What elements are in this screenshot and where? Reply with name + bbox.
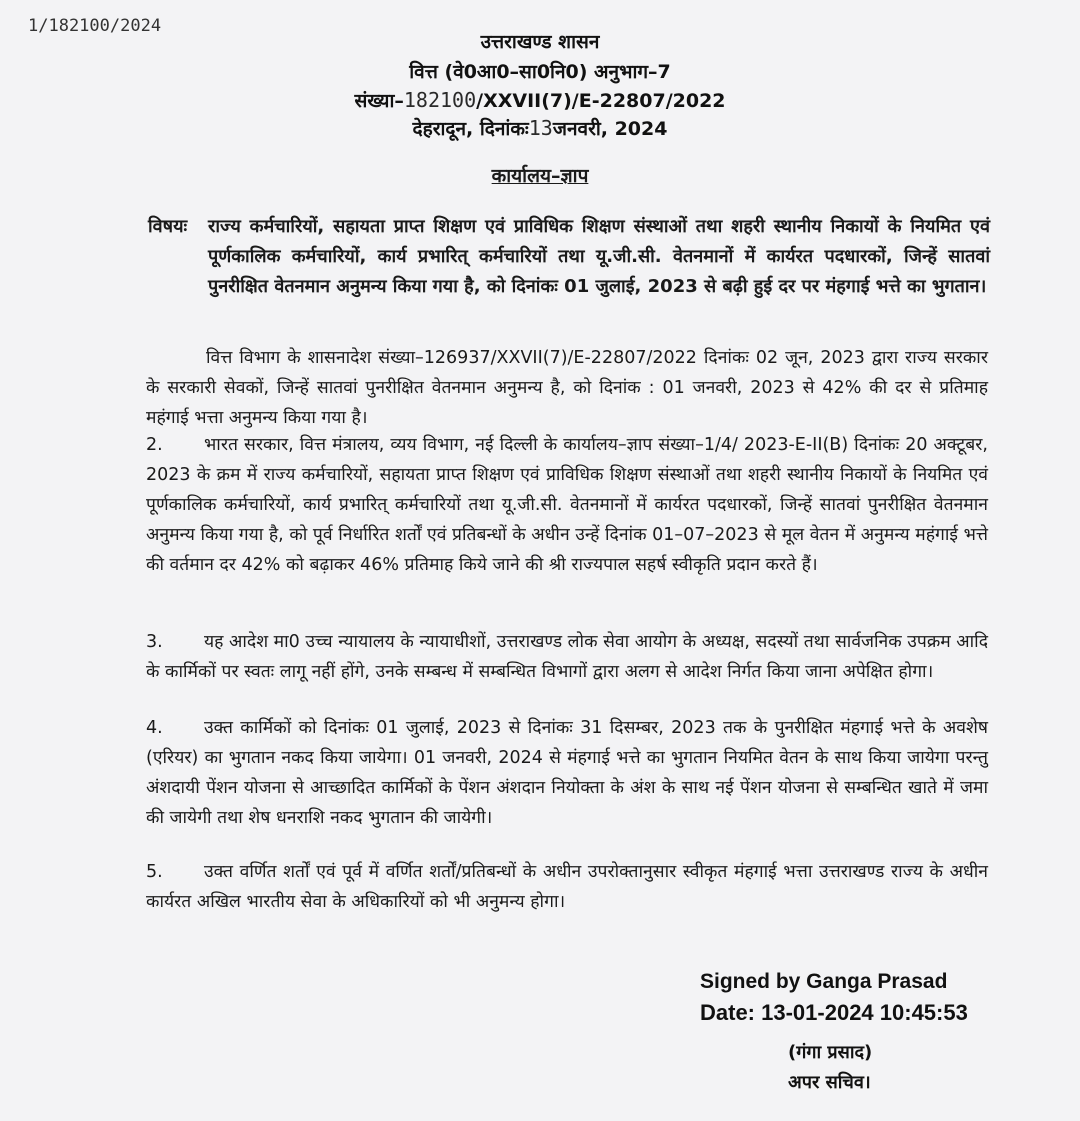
- digital-signature-signer: Signed by Ganga Prasad: [700, 970, 948, 993]
- paragraph-2-text: भारत सरकार, वित्त मंत्रालय, व्यय विभाग, नई दिल्ली के कार्यालय–ज्ञाप संख्या–1/4/ 2023-E-II(B) दिनांकः 20 अक्टूबर, 2023 के क्रम में राज्य कर्मचारियों, सहायता प्राप्त शिक्षण एवं प्राविधिक शिक्षण संस्थाओं तथा शहरी स्थानीय निकायों के नियमित एवं पूर्णकालिक कर्मचारियों, कार्य प्रभारित् कर्मचारियों तथा यू.जी.सी. वेतनमानों में कार्यरत पदधारकों, जिन्हें सातवां पुनरीक्षित वेतनमान अनुमन्य किया गया है, को पूर्व निर्धारित शर्तों एवं प्रतिबन्धों के अधीन उन्हें दिनांक 01–07–2023 से मूल वेतन में अनुमन्य महंगाई भत्ते की वर्तमान दर 42% को बढ़ाकर 46% प्रतिमाह किये जाने की श्री राज्यपाल सहर्ष स्वीकृति प्रदान करते हैं।: [146, 435, 988, 575]
- paragraph-4-number: 4.: [146, 718, 163, 738]
- paragraph-4-text: उक्त कार्मिकों को दिनांकः 01 जुलाई, 2023 से दिनांकः 31 दिसम्बर, 2023 तक के पुनरीक्षित मंहगाई भत्ते के अवशेष (एरियर) का भुगतान नकद किया जायेगा। 01 जनवरी, 2024 से मंहगाई भत्ते का भुगतान नियमित वेतन के साथ किया जायेगा परन्तु अंशदायी पेंशन योजना से आच्छादित कार्मिकों के पेंशन अंशदान नियोक्ता के अंश के साथ नई पेंशन योजना से सम्बन्धित खाते में जमा की जायेगी तथा शेष धनराशि नकद भुगतान की जायेगी।: [146, 718, 988, 828]
- subject-label: विषयः: [148, 216, 188, 237]
- officer-designation: अपर सचिव।: [788, 1072, 871, 1093]
- letter-number-suffix: /XXVII(7)/E-22807/2022: [476, 90, 726, 112]
- paragraph-5: [146, 857, 988, 917]
- reference-number: 1/182100/2024: [28, 16, 162, 36]
- paragraph-4: [146, 713, 988, 833]
- department-section: वित्त (वे0आ0–सा0नि0) अनुभाग–7: [409, 61, 671, 83]
- paragraph-5-text: उक्त वर्णित शर्तों एवं पूर्व में वर्णित शर्तों/प्रतिबन्धों के अधीन उपरोक्तानुसार स्वीकृत मंहगाई भत्ता उत्तराखण्ड राज्य के अधीन कार्यरत अखिल भारतीय सेवा के अधिकारियों को भी अनुमन्य होगा।: [146, 862, 988, 912]
- document-title: [0, 162, 1080, 188]
- letter-number-handwritten: 182100: [403, 88, 477, 112]
- place-date-suffix: जनवरी, 2024: [552, 118, 668, 140]
- paragraph-5-number: 5.: [146, 862, 163, 882]
- subject-block: [148, 212, 990, 302]
- paragraph-3: [146, 627, 988, 687]
- paragraph-1: [146, 343, 988, 433]
- place-date-prefix: देहरादून, दिनांकः: [412, 118, 529, 140]
- date-handwritten: 13: [528, 116, 553, 140]
- digital-signature-date: Date: 13-01-2024 10:45:53: [700, 1000, 968, 1025]
- paragraph-1-text: वित्त विभाग के शासनादेश संख्या–126937/XXVII(7)/E-22807/2022 दिनांकः 02 जून, 2023 द्वारा राज्य सरकार के सरकारी सेवकों, जिन्हें सातवां पुनरीक्षित वेतनमान अनुमन्य है, को दिनांक : 01 जनवरी, 2023 से 42% की दर से प्रतिमाह महंगाई भत्ता अनुमन्य किया गया है।: [146, 348, 988, 428]
- letter-number: [0, 87, 1080, 113]
- government-name: उत्तराखण्ड शासन: [480, 31, 600, 53]
- paragraph-2-number: 2.: [146, 435, 163, 455]
- document-title-text: कार्यालय–ज्ञाप: [491, 165, 589, 187]
- place-date: [0, 115, 1080, 141]
- officer-name: (गंगा प्रसाद): [788, 1042, 873, 1063]
- letter-number-prefix: संख्या–: [354, 90, 404, 112]
- paragraph-3-text: यह आदेश मा0 उच्च न्यायालय के न्यायाधीशों, उत्तराखण्ड लोक सेवा आयोग के अध्यक्ष, सदस्यों तथा सार्वजनिक उपक्रम आदि के कार्मिकों पर स्वतः लागू नहीं होंगे, उनके सम्बन्ध में सम्बन्धित विभागों द्वारा अलग से आदेश निर्गत किया जाना अपेक्षित होगा।: [146, 632, 988, 682]
- paragraph-2: [146, 430, 988, 580]
- subject-text: राज्य कर्मचारियों, सहायता प्राप्त शिक्षण एवं प्राविधिक शिक्षण संस्थाओं तथा शहरी स्थानीय निकायों के नियमित एवं पूर्णकालिक कर्मचारियों, कार्य प्रभारित् कर्मचारियों तथा यू.जी.सी. वेतनमानों में कार्यरत पदधारकों, जिन्हें सातवां पुनरीक्षित वेतनमान अनुमन्य किया गया है, को दिनांकः 01 जुलाई, 2023 से बढ़ी हुई दर पर मंहगाई भत्ते का भुगतान।: [208, 216, 990, 297]
- paragraph-3-number: 3.: [146, 632, 163, 652]
